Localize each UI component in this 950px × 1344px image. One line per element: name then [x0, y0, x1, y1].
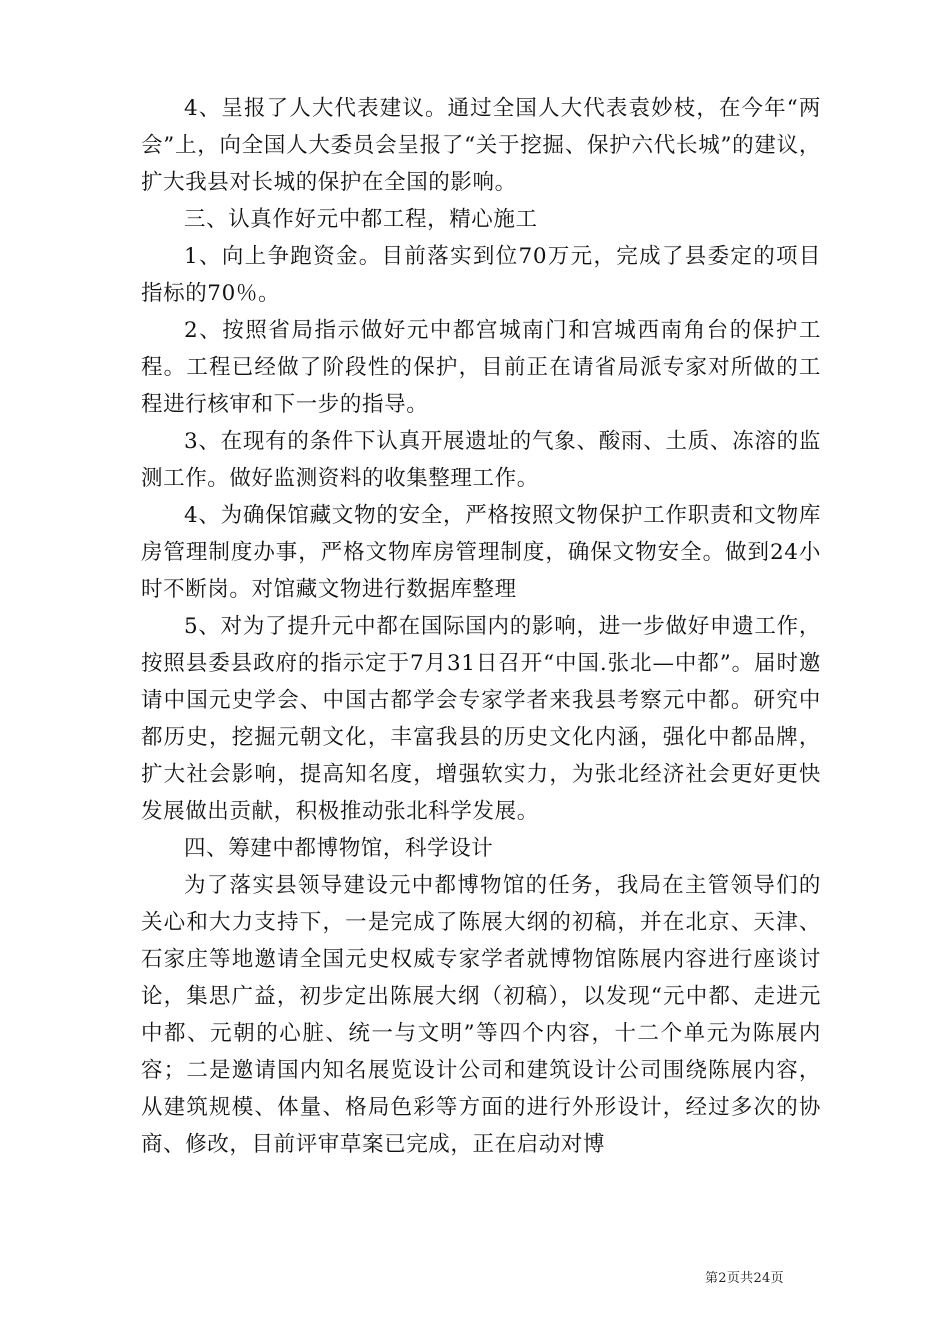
paragraph: 1、向上争跑资金。目前落实到位70万元，完成了县委定的项目指标的70％。: [141, 244, 821, 306]
paragraph: 2、按照省局指示做好元中都宫城南门和宫城西南角台的保护工程。工程已经做了阶段性的保护，目前正在请省局派专家对所做的工程进行核审和下一步的指导。: [141, 318, 821, 417]
page-number: 第2页共24页: [705, 1271, 784, 1286]
paragraph: 4、为确保馆藏文物的安全，严格按照文物保护工作职责和文物库房管理制度办事，严格文物库房管理制度，确保文物安全。做到24小时不断岗。对馆藏文物进行数据库整理: [141, 503, 821, 602]
paragraph: 为了落实县领导建设元中都博物馆的任务，我局在主管领导们的关心和大力支持下，一是完成了陈展大纲的初稿，并在北京、天津、石家庄等地邀请全国元史权威专家学者就博物馆陈展内容进行座谈讨论，集思广益，初步定出陈展大纲（初稿），以发现“元中都、走进元中都、元朝的心脏、统一与文明”等四个内容，十二个单元为陈展内容；二是邀请国内知名展览设计公司和建筑设计公司围绕陈展内容，从建筑规模、体量、格局色彩等方面的进行外形设计，经过多次的协商、修改，目前评审草案已完成，正在启动对博: [141, 873, 821, 1157]
section-heading: 三、认真作好元中都工程，精心施工: [184, 207, 538, 232]
paragraph: 3、在现有的条件下认真开展遗址的气象、酸雨、土质、冻溶的监测工作。做好监测资料的收集整理工作。: [141, 429, 821, 491]
section-heading: 四、筹建中都博物馆，科学设计: [184, 836, 494, 861]
paragraph: 4、呈报了人大代表建议。通过全国人大代表袁妙枝，在今年“两会”上，向全国人大委员会呈报了“关于挖掘、保护六代长城”的建议，扩大我县对长城的保护在全国的影响。: [141, 96, 821, 195]
document-body: [141, 90, 821, 1163]
paragraph: 5、对为了提升元中都在国际国内的影响，进一步做好申遗工作，按照县委县政府的指示定于7月31日召开“中国.张北—中都”。届时邀请中国元史学会、中国古都学会专家学者来我县考察元中都。研究中都历史，挖掘元朝文化，丰富我县的历史文化内涵，强化中都品牌，扩大社会影响，提高知名度，增强软实力，为张北经济社会更好更快发展做出贡献，积极推动张北科学发展。: [141, 614, 821, 824]
